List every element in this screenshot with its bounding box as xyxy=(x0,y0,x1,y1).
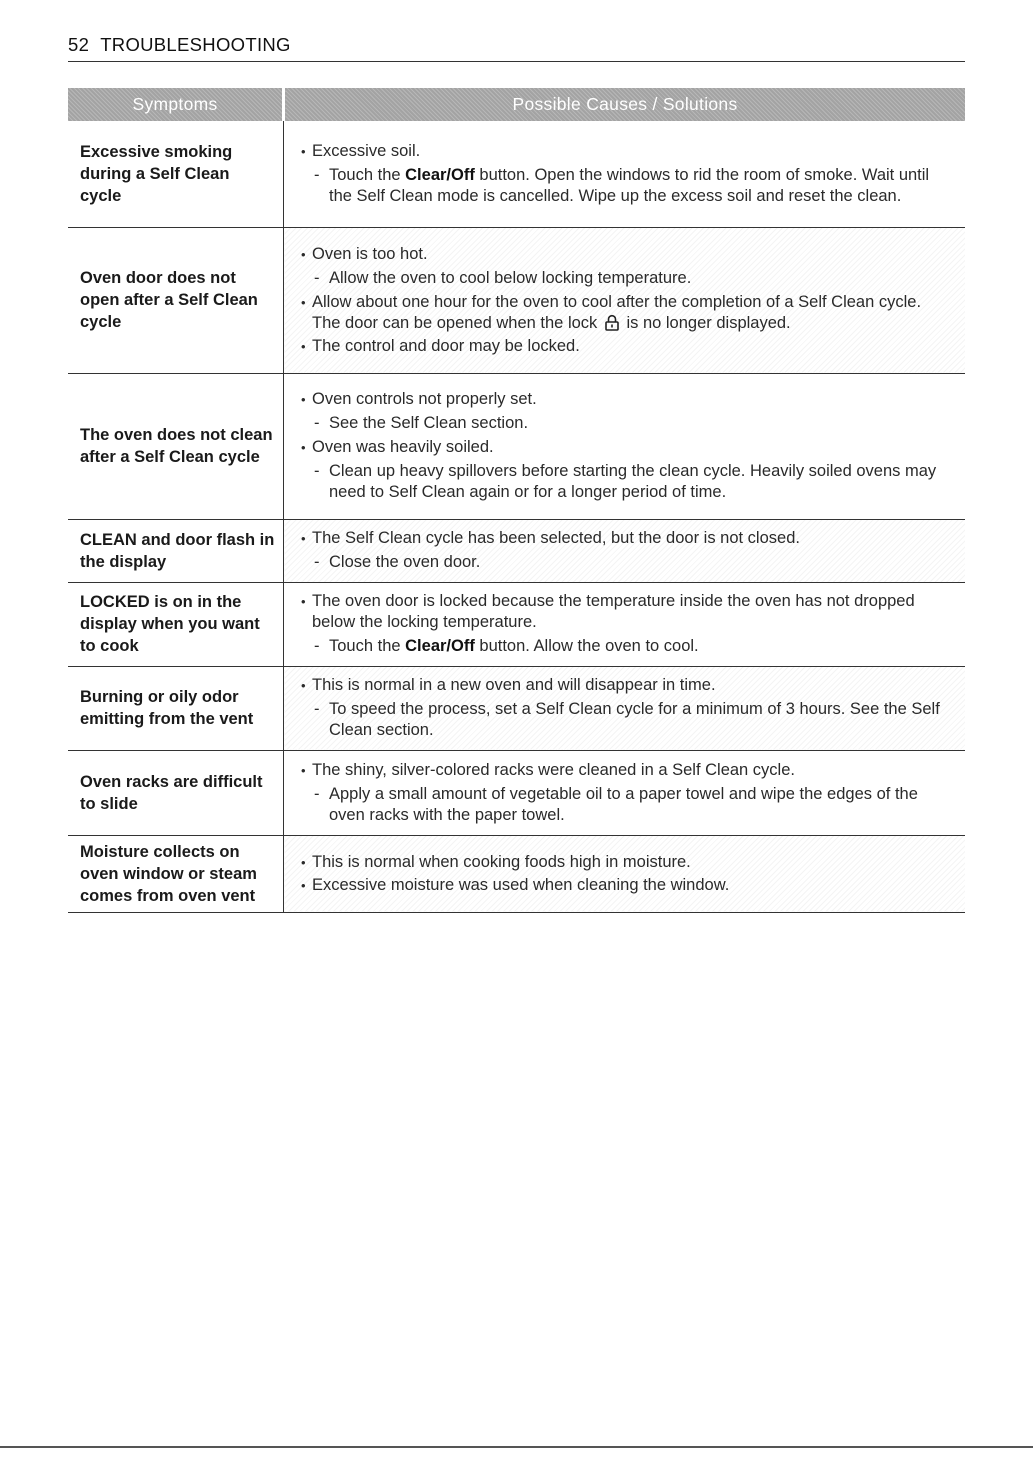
cause-item: • This is normal when cooking foods high in moisture. xyxy=(301,852,945,873)
solution-cell xyxy=(284,750,966,835)
solution-item: - Close the oven door. xyxy=(301,552,945,573)
cause-item: • The Self Clean cycle has been selected, but the door is not closed. xyxy=(301,528,945,549)
table-row xyxy=(68,227,965,373)
solution-cell xyxy=(284,519,966,582)
symptom-cell: CLEAN and door flash in the display xyxy=(68,519,284,582)
column-header-symptoms: Symptoms xyxy=(68,88,284,121)
cause-item: • Oven is too hot. xyxy=(301,244,945,265)
table-row xyxy=(68,121,965,227)
cause-item: • Excessive soil. xyxy=(301,141,945,162)
symptom-cell: Excessive smoking during a Self Clean cycle xyxy=(68,121,284,227)
solution-item: - Clean up heavy spillovers before starting the clean cycle. Heavily soiled ovens may need to Self Clean again or for a longer period of time. xyxy=(301,461,945,503)
solution-cell xyxy=(284,121,966,227)
solution-item: - Allow the oven to cool below locking temperature. xyxy=(301,268,945,289)
solution-cell xyxy=(284,835,966,912)
clear-off-button-ref: Clear/Off xyxy=(405,165,475,184)
solution-cell xyxy=(284,373,966,519)
cause-item: • Oven was heavily soiled. xyxy=(301,437,945,458)
cause-item: • This is normal in a new oven and will disappear in time. xyxy=(301,675,945,696)
cause-item: • The oven door is locked because the temperature inside the oven has not dropped below the locking temperature. xyxy=(301,591,945,633)
table-row xyxy=(68,519,965,582)
symptom-cell: LOCKED is on in the display when you want to cook xyxy=(68,582,284,666)
page-bottom-rule xyxy=(0,1446,1033,1448)
solution-item: - Touch the Clear/Off button. Allow the oven to cool. xyxy=(301,636,945,657)
solution-item: - See the Self Clean section. xyxy=(301,413,945,434)
table-row xyxy=(68,750,965,835)
table-header-row xyxy=(68,88,965,121)
column-header-solutions: Possible Causes / Solutions xyxy=(284,88,966,121)
table-row xyxy=(68,835,965,912)
cause-item: • Oven controls not properly set. xyxy=(301,389,945,410)
symptom-cell: Moisture collects on oven window or steam comes from oven vent xyxy=(68,835,284,912)
symptom-cell: The oven does not clean after a Self Clean cycle xyxy=(68,373,284,519)
solution-cell xyxy=(284,666,966,750)
cause-item: • Excessive moisture was used when cleaning the window. xyxy=(301,875,945,896)
solution-item: - Touch the Clear/Off button. Open the windows to rid the room of smoke. Wait until the Self Clean mode is cancelled. Wipe up the excess soil and reset the clean. xyxy=(301,165,945,207)
table-row xyxy=(68,373,965,519)
symptom-cell: Oven racks are difficult to slide xyxy=(68,750,284,835)
section-title: TROUBLESHOOTING xyxy=(100,34,291,55)
lock-icon xyxy=(604,314,620,331)
cause-item: • The control and door may be locked. xyxy=(301,336,945,357)
clear-off-button-ref: Clear/Off xyxy=(405,637,475,655)
symptom-cell: Oven door does not open after a Self Clean cycle xyxy=(68,227,284,373)
solution-item: - To speed the process, set a Self Clean cycle for a minimum of 3 hours. See the Self Clean section. xyxy=(301,699,945,741)
troubleshooting-table xyxy=(68,88,965,913)
page-header xyxy=(68,34,965,62)
table-row xyxy=(68,582,965,666)
cause-item: • Allow about one hour for the oven to cool after the completion of a Self Clean cycle. The door can be opened when the lock is no longer displayed. xyxy=(301,292,945,334)
page-number: 52 xyxy=(68,34,90,55)
symptom-cell: Burning or oily odor emitting from the vent xyxy=(68,666,284,750)
solution-cell xyxy=(284,582,966,666)
solution-cell xyxy=(284,227,966,373)
table-row xyxy=(68,666,965,750)
solution-item: - Apply a small amount of vegetable oil to a paper towel and wipe the edges of the oven racks with the paper towel. xyxy=(301,784,945,826)
cause-item: • The shiny, silver-colored racks were cleaned in a Self Clean cycle. xyxy=(301,760,945,781)
